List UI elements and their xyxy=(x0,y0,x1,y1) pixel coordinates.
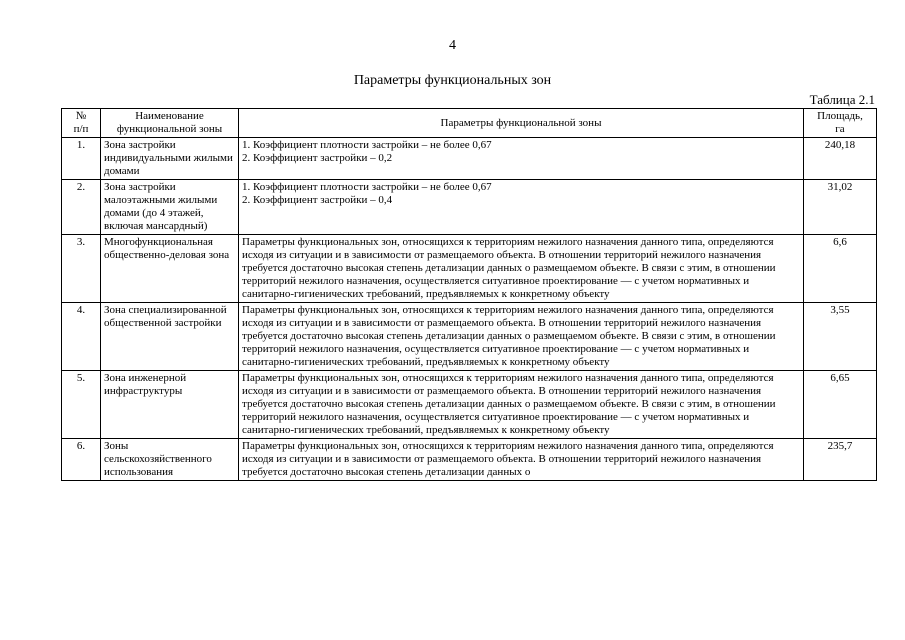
document-title: Параметры функциональных зон xyxy=(353,73,552,88)
page-number: 4 xyxy=(449,38,456,53)
table-row xyxy=(62,138,877,180)
header-num: № п/п xyxy=(62,109,101,138)
row-number: 2. xyxy=(62,180,101,235)
table-caption: Таблица 2.1 xyxy=(809,92,875,107)
zone-parameters: Параметры функциональных зон, относящихся к территориям нежилого назначения данного типа, определяются исходя из ситуации и в зависимости от размещаемого объекта. В отношении территорий нежилого назначения требуется достаточно высокая степень детализации данных о размещаемом объекте. В связи с этим, в отношении территорий нежилого назначения, осуществляется ситуативное проектирование — с учетом нормативных и санитарно-гигиенических требований, предъявляемых к конкретному объекту xyxy=(239,371,804,439)
zone-parameters: Параметры функциональных зон, относящихся к территориям нежилого назначения данного типа, определяются исходя из ситуации и в зависимости от размещаемого объекта. В отношении территорий нежилого назначения требуется достаточно высокая степень детализации данных о размещаемом объекте. В связи с этим, в отношении территорий нежилого назначения, осуществляется ситуативное проектирование — с учетом нормативных и санитарно-гигиенических требований, предъявляемых к конкретному объекту xyxy=(239,235,804,303)
zone-name: Зоны сельскохозяйственного использования xyxy=(101,439,239,481)
zone-area: 3,55 xyxy=(804,303,877,371)
zone-name: Зона застройки индивидуальными жилыми домами xyxy=(101,138,239,180)
zone-parameters: 1. Коэффициент плотности застройки – не более 0,67 2. Коэффициент застройки – 0,2 xyxy=(239,138,804,180)
header-parameters: Параметры функциональной зоны xyxy=(239,109,804,138)
table-row xyxy=(62,371,877,439)
header-area: Площадь, га xyxy=(804,109,877,138)
zone-parameters: Параметры функциональных зон, относящихся к территориям нежилого назначения данного типа, определяются исходя из ситуации и в зависимости от размещаемого объекта. В отношении территорий нежилого назначения требуется достаточно высокая степень детализации данных о xyxy=(239,439,804,481)
row-number: 6. xyxy=(62,439,101,481)
header-zone-name: Наименование функциональной зоны xyxy=(101,109,239,138)
table-row xyxy=(62,303,877,371)
zone-name: Зона инженерной инфраструктуры xyxy=(101,371,239,439)
table-row xyxy=(62,235,877,303)
table-header-row xyxy=(62,109,877,138)
row-number: 3. xyxy=(62,235,101,303)
table-row xyxy=(62,180,877,235)
zone-parameters: Параметры функциональных зон, относящихся к территориям нежилого назначения данного типа, определяются исходя из ситуации и в зависимости от размещаемого объекта. В отношении территорий нежилого назначения требуется достаточно высокая степень детализации данных о размещаемом объекте. В связи с этим, в отношении территорий нежилого назначения, осуществляется ситуативное проектирование — с учетом нормативных и санитарно-гигиенических требований, предъявляемых к конкретному объекту xyxy=(239,303,804,371)
table-row xyxy=(62,439,877,481)
row-number: 5. xyxy=(62,371,101,439)
zone-name: Многофункциональная общественно-деловая зона xyxy=(101,235,239,303)
zone-area: 240,18 xyxy=(804,138,877,180)
zone-parameters: 1. Коэффициент плотности застройки – не более 0,67 2. Коэффициент застройки – 0,4 xyxy=(239,180,804,235)
zones-parameters-table xyxy=(61,108,877,481)
zone-name: Зона специализированной общественной застройки xyxy=(101,303,239,371)
row-number: 1. xyxy=(62,138,101,180)
zone-area: 235,7 xyxy=(804,439,877,481)
zone-name: Зона застройки малоэтажными жилыми домами (до 4 этажей, включая мансардный) xyxy=(101,180,239,235)
row-number: 4. xyxy=(62,303,101,371)
zone-area: 6,6 xyxy=(804,235,877,303)
zone-area: 6,65 xyxy=(804,371,877,439)
zone-area: 31,02 xyxy=(804,180,877,235)
